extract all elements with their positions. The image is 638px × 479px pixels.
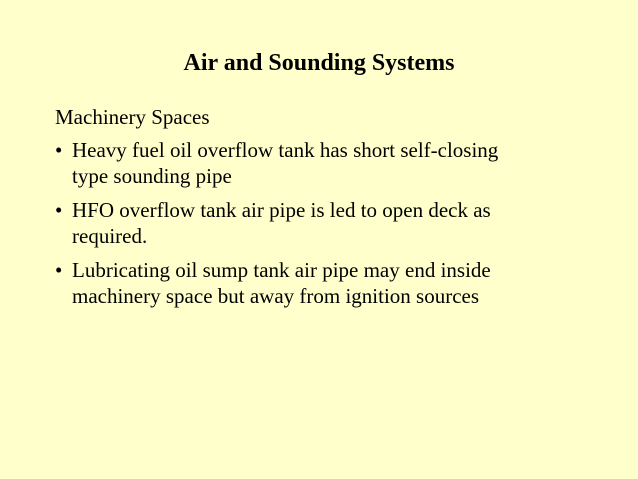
bullet-item	[55, 197, 615, 249]
bullet-text-line: Lubricating oil sump tank air pipe may end inside	[72, 258, 491, 282]
bullet-text-line: type sounding pipe	[72, 164, 232, 188]
bullet-text-line: HFO overflow tank air pipe is led to open deck as	[72, 198, 491, 222]
bullet-item	[55, 257, 615, 309]
slide-title: Air and Sounding Systems	[183, 50, 455, 76]
bullet-icon: •	[55, 258, 63, 282]
bullet-text-line: machinery space but away from ignition sources	[72, 284, 480, 308]
bullet-list	[55, 137, 615, 317]
bullet-item	[55, 137, 615, 189]
bullet-icon: •	[55, 138, 63, 162]
bullet-text-line: required.	[72, 224, 148, 248]
section-heading: Machinery Spaces	[55, 105, 210, 129]
bullet-text-line: Heavy fuel oil overflow tank has short self-closing	[72, 138, 499, 162]
bullet-icon: •	[55, 198, 63, 222]
